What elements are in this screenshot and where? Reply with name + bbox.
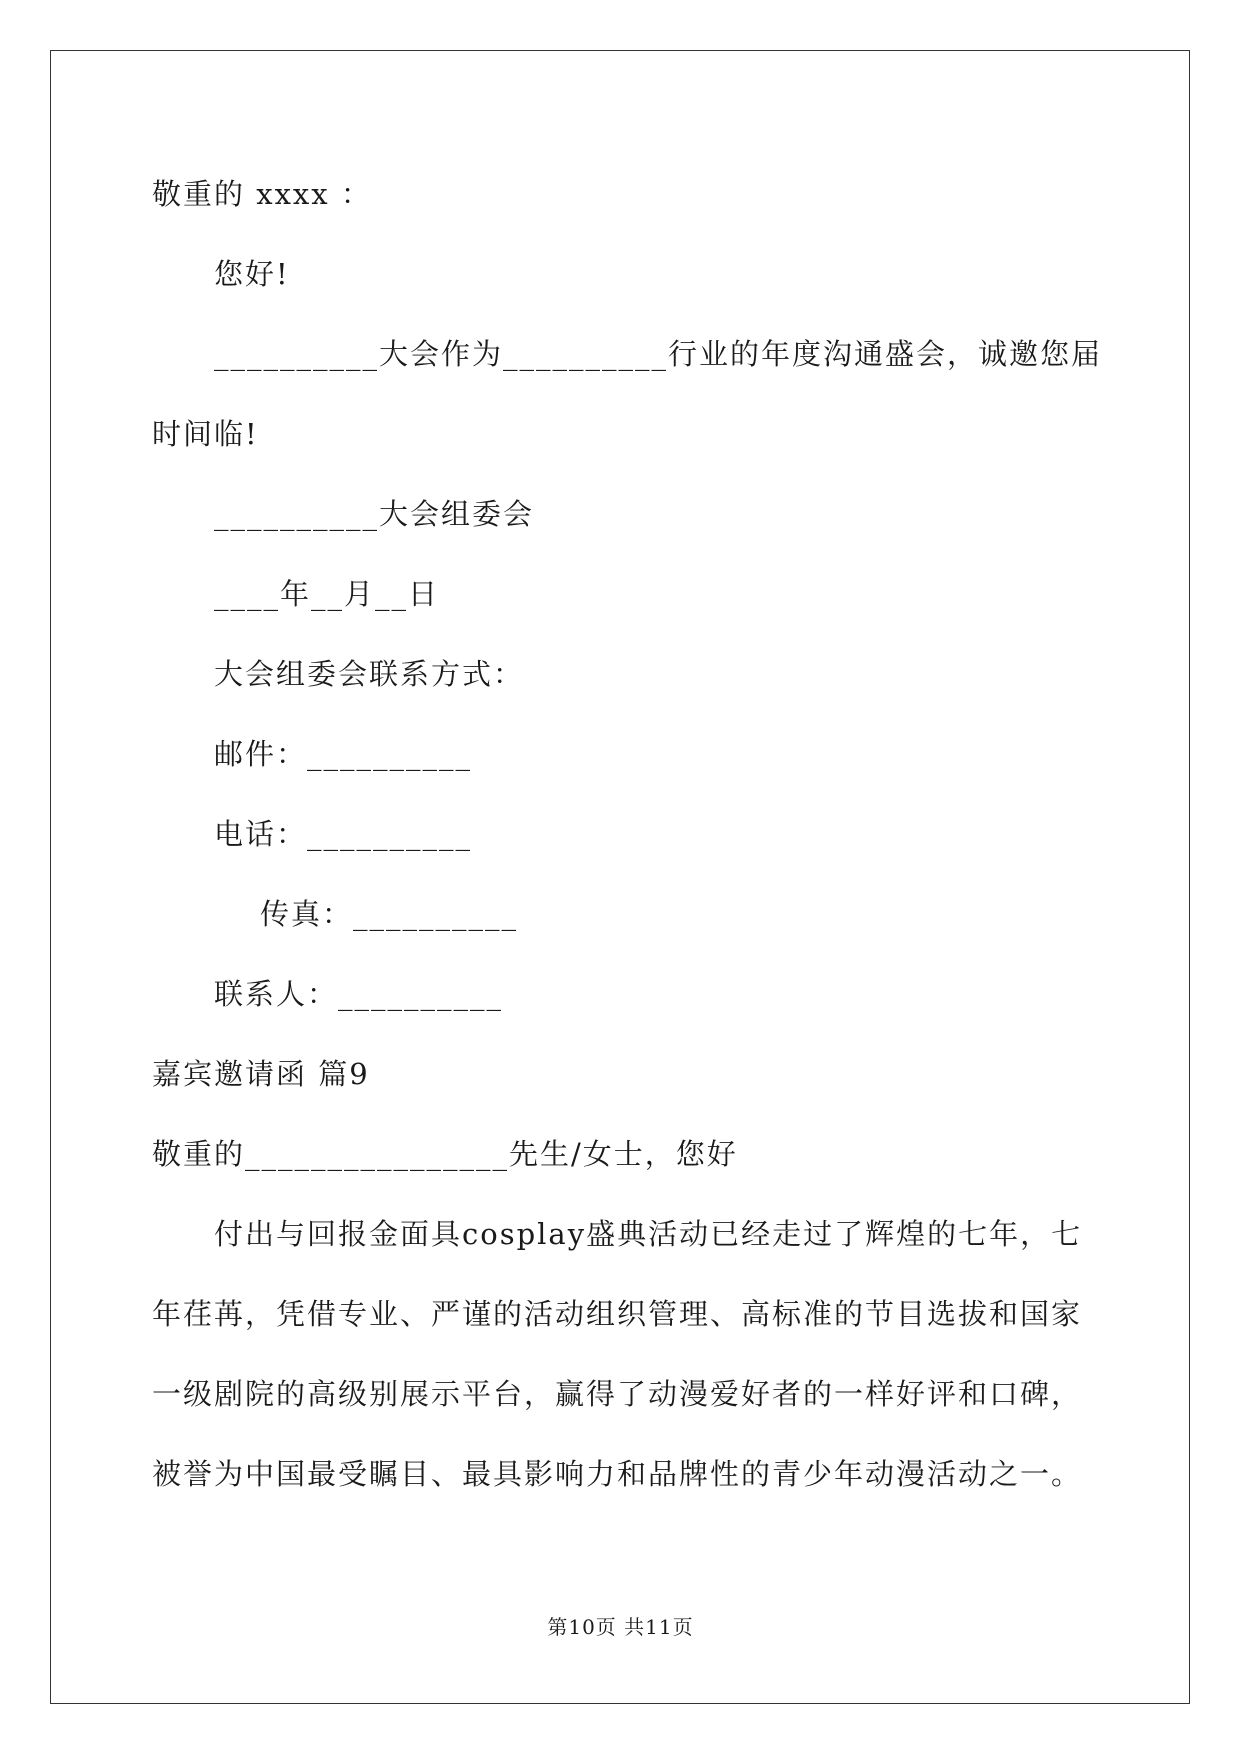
body-paragraph-line: 被誉为中国最受瞩目、最具影响力和品牌性的青少年动漫活动之一。 — [152, 1457, 1083, 1491]
body-paragraph-line: 一级剧院的高级别展示平台，赢得了动漫爱好者的一样好评和口碑， — [152, 1377, 1083, 1411]
contact-fax: 传真：__________ — [260, 897, 519, 931]
date-line: ____年__月__日 — [214, 577, 440, 611]
contact-person: 联系人：__________ — [214, 977, 504, 1011]
section-heading: 嘉宾邀请函 篇9 — [152, 1057, 370, 1091]
page-number-footer: 第10页 共11页 — [547, 1615, 694, 1639]
body-paragraph-line: __________大会作为__________行业的年度沟通盛会，诚邀您届 — [214, 337, 1103, 371]
greeting-line: 敬重的 xxxx ： — [152, 177, 372, 211]
contact-email: 邮件：__________ — [214, 737, 473, 771]
contact-phone: 电话：__________ — [214, 817, 473, 851]
body-paragraph-line: 年荏苒，凭借专业、严谨的活动组织管理、高标准的节目选拔和国家 — [152, 1297, 1083, 1331]
salutation-line: 您好! — [214, 257, 290, 291]
contact-heading: 大会组委会联系方式： — [214, 657, 525, 691]
organizer-signature: __________大会组委会 — [214, 497, 535, 531]
body-paragraph-line: 付出与回报金面具cosplay盛典活动已经走过了辉煌的七年，七 — [214, 1217, 1083, 1251]
body-paragraph-line: 时间临! — [152, 417, 259, 451]
greeting-line: 敬重的________________先生/女士，您好 — [152, 1137, 738, 1171]
